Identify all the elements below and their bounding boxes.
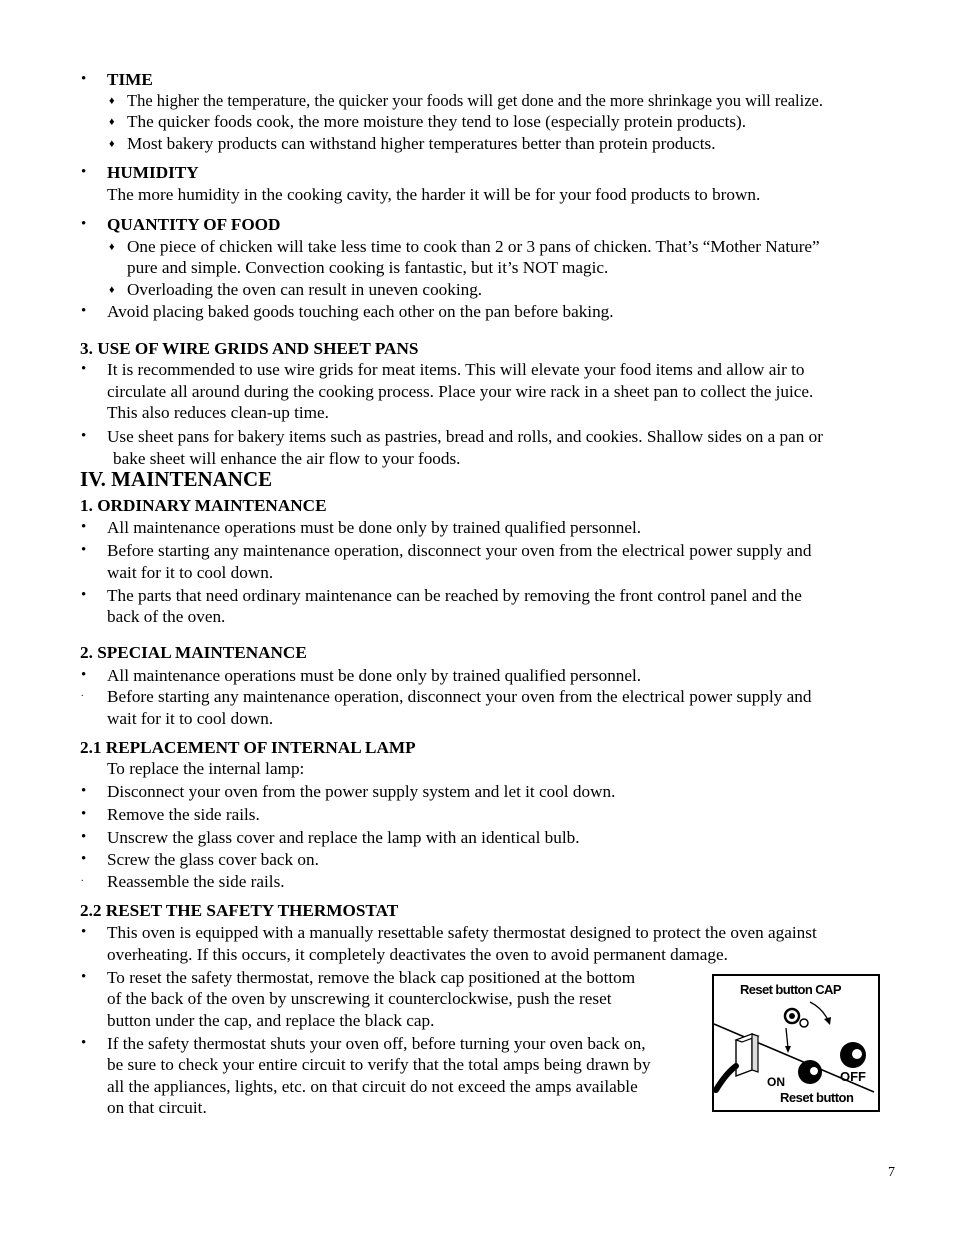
special-item-2-line-2: wait for it to cool down. (107, 709, 274, 728)
quantity-note: Avoid placing baked goods touching each other on the pan before baking. (107, 302, 614, 321)
bullet-icon: • (81, 924, 87, 940)
figure-label-on: ON (767, 1075, 785, 1089)
ordinary-item-2-line-2: wait for it to cool down. (107, 563, 274, 582)
bullet-icon: • (81, 587, 87, 603)
diamond-bullet-icon: ♦ (109, 284, 115, 296)
ordinary-heading: 1. ORDINARY MAINTENANCE (80, 496, 327, 515)
reset-button-figure (712, 974, 880, 1112)
quantity-item-1-line-2: pure and simple. Convection cooking is fantastic, but it’s NOT magic. (127, 258, 609, 277)
reset-item-3-line-3: all the appliances, lights, etc. on that circuit do not exceed the amps available (107, 1077, 638, 1096)
diamond-bullet-icon: ♦ (109, 95, 115, 107)
reset-item-1-line-1: This oven is equipped with a manually resettable safety thermostat designed to protect the oven against (107, 923, 817, 942)
bullet-icon: • (81, 216, 87, 232)
bullet-icon: • (81, 969, 87, 985)
bullet-icon: . (81, 873, 84, 884)
bullet-icon: • (81, 519, 87, 535)
quantity-heading: QUANTITY OF FOOD (107, 215, 281, 234)
time-heading: TIME (107, 70, 153, 89)
reset-item-2-line-3: button under the cap, and replace the black cap. (107, 1011, 435, 1030)
lamp-item-2: Remove the side rails. (107, 805, 260, 824)
bullet-icon: • (81, 164, 87, 180)
lamp-intro: To replace the internal lamp: (107, 759, 305, 778)
maintenance-title: IV. MAINTENANCE (80, 467, 273, 491)
diamond-bullet-icon: ♦ (109, 241, 115, 253)
bullet-icon: • (81, 829, 87, 845)
bullet-icon: • (81, 806, 87, 822)
bullet-icon: • (81, 851, 87, 867)
reset-item-1-line-2: overheating. If this occurs, it completely deactivates the oven to avoid permanent damage. (107, 945, 728, 964)
ordinary-item-3-line-2: back of the oven. (107, 607, 226, 626)
time-item-3: Most bakery products can withstand higher temperatures better than protein products. (127, 134, 716, 153)
quantity-item-2: Overloading the oven can result in uneven cooking. (127, 280, 483, 299)
lamp-item-5: Reassemble the side rails. (107, 872, 285, 891)
bullet-icon: • (81, 71, 87, 87)
ordinary-item-3-line-1: The parts that need ordinary maintenance can be reached by removing the front control panel and the (107, 586, 802, 605)
time-item-1: The higher the temperature, the quicker your foods will get done and the more shrinkage you will realize. (127, 91, 823, 110)
special-heading: 2. SPECIAL MAINTENANCE (80, 643, 307, 662)
quantity-item-1-line-1: One piece of chicken will take less time to cook than 2 or 3 pans of chicken. That’s “Mother Nature” (127, 237, 820, 256)
reset-item-3-line-4: on that circuit. (107, 1098, 207, 1117)
ordinary-item-2-line-1: Before starting any maintenance operation, disconnect your oven from the electrical power supply and (107, 541, 812, 560)
figure-label-reset-button: Reset button (780, 1090, 854, 1105)
lamp-item-4: Screw the glass cover back on. (107, 850, 319, 869)
bullet-icon: • (81, 303, 87, 319)
diamond-bullet-icon: ♦ (109, 116, 115, 128)
reset-item-2-line-2: of the back of the oven by unscrewing it counterclockwise, push the reset (107, 989, 612, 1008)
humidity-heading: HUMIDITY (107, 163, 199, 182)
wire-item-1-line-3: This also reduces clean-up time. (107, 403, 329, 422)
reset-item-3-line-1: If the safety thermostat shuts your oven off, before turning your oven back on, (107, 1034, 646, 1053)
special-item-2-line-1: Before starting any maintenance operation, disconnect your oven from the electrical power supply and (107, 687, 812, 706)
wire-heading: 3. USE OF WIRE GRIDS AND SHEET PANS (80, 339, 419, 358)
reset-item-3-line-2: be sure to check your entire circuit to verify that the total amps being drawn by (107, 1055, 651, 1074)
bullet-icon: • (81, 667, 87, 683)
special-item-1: All maintenance operations must be done only by trained qualified personnel. (107, 666, 642, 685)
humidity-text: The more humidity in the cooking cavity, the harder it will be for your food products to brown. (107, 185, 761, 204)
diamond-bullet-icon: ♦ (109, 138, 115, 150)
bullet-icon: • (81, 428, 87, 444)
time-item-2: The quicker foods cook, the more moisture they tend to lose (especially protein products). (127, 112, 747, 131)
figure-label-cap: Reset button CAP (740, 982, 841, 997)
lamp-item-1: Disconnect your oven from the power supply system and let it cool down. (107, 782, 616, 801)
wire-item-2-line-1: Use sheet pans for bakery items such as pastries, bread and rolls, and cookies. Shallow sides on a pan or (107, 427, 823, 446)
wire-item-1-line-1: It is recommended to use wire grids for meat items. This will elevate your food items and allow air to (107, 360, 805, 379)
lamp-item-3: Unscrew the glass cover and replace the lamp with an identical bulb. (107, 828, 580, 847)
reset-item-2-line-1: To reset the safety thermostat, remove the black cap positioned at the bottom (107, 968, 636, 987)
lamp-heading: 2.1 REPLACEMENT OF INTERNAL LAMP (80, 738, 416, 757)
bullet-icon: • (81, 1035, 87, 1051)
wire-item-2-line-2: bake sheet will enhance the air flow to your foods. (113, 449, 461, 468)
page-number: 7 (888, 1165, 895, 1180)
bullet-icon: . (81, 688, 84, 699)
reset-heading: 2.2 RESET THE SAFETY THERMOSTAT (80, 901, 399, 920)
wire-item-1-line-2: circulate all around during the cooking process. Place your wire rack in a sheet pan to collect the juice. (107, 382, 814, 401)
figure-label-off: OFF (840, 1069, 866, 1084)
bullet-icon: • (81, 361, 87, 377)
bullet-icon: • (81, 783, 87, 799)
bullet-icon: • (81, 542, 87, 558)
ordinary-item-1: All maintenance operations must be done only by trained qualified personnel. (107, 518, 642, 537)
